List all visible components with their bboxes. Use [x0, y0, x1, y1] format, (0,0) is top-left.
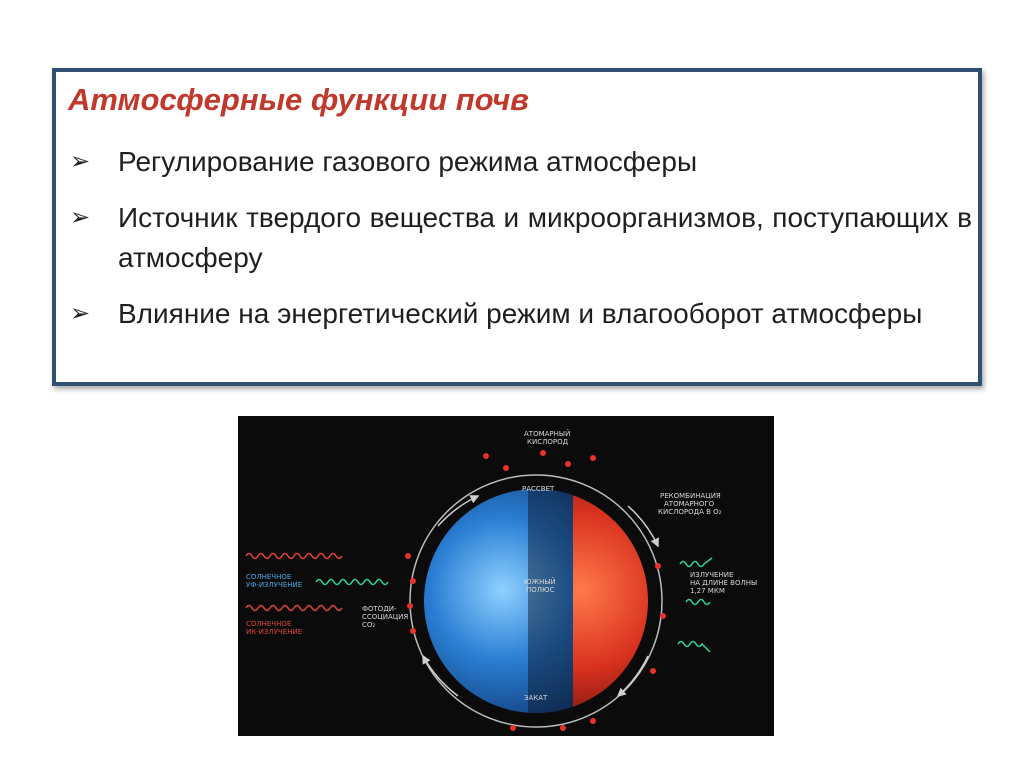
bullet-text: Регулирование газового режима атмосферы	[118, 146, 698, 177]
arrow-bullet-icon: ➢	[70, 300, 91, 327]
bullet-text: Источник твердого вещества и микроорганизмов, поступающих в атмосферу	[118, 202, 972, 273]
emission-wave	[678, 642, 710, 653]
label-solar-ir: ИК-ИЗЛУЧЕНИЕ	[246, 628, 303, 636]
label-solar-ir: СОЛНЕЧНОЕ	[246, 620, 292, 628]
label-sunset: ЗАКАТ	[524, 694, 548, 702]
venus-atmosphere-diagram	[238, 416, 774, 736]
bullet-item	[68, 198, 972, 278]
arrow-bullet-icon: ➢	[70, 148, 91, 175]
content-box	[52, 68, 982, 386]
label-photodissociation: CO₂	[362, 621, 376, 629]
orbit-arrow-icon	[628, 506, 658, 546]
label-atomic-oxygen: АТОМАРНЫЙ	[524, 430, 571, 438]
label-recombination: РЕКОМБИНАЦИЯ	[660, 492, 721, 500]
uv-wave	[316, 580, 388, 585]
planet	[424, 489, 648, 713]
label-recombination: АТОМАРНОГО	[664, 500, 715, 508]
diagram-svg	[238, 416, 774, 736]
label-south-pole: ЮЖНЫЙ	[524, 578, 556, 586]
label-dawn: РАССВЕТ	[522, 485, 555, 493]
label-photodissociation: ССОЦИАЦИЯ	[362, 613, 409, 621]
label-emission: 1,27 МКМ	[690, 587, 725, 595]
label-recombination: КИСЛОРОДА В O₂	[658, 508, 722, 516]
bullet-text: Влияние на энергетический режим и влагооборот атмосферы	[118, 298, 923, 329]
bullet-item	[68, 294, 972, 334]
bullet-list	[68, 142, 972, 350]
arrow-bullet-icon: ➢	[70, 204, 91, 231]
emission-wave	[680, 558, 712, 567]
label-atomic-oxygen: КИСЛОРОД	[527, 438, 569, 446]
ir-wave	[246, 606, 342, 611]
label-solar-uv: УФ-ИЗЛУЧЕНИЕ	[246, 581, 303, 589]
ir-wave-top	[246, 554, 342, 559]
slide-title: Атмосферные функции почв	[68, 82, 529, 117]
label-emission: НА ДЛИНЕ ВОЛНЫ	[690, 579, 758, 587]
label-emission: ИЗЛУЧЕНИЕ	[690, 571, 734, 579]
label-south-pole: ПОЛЮС	[526, 586, 555, 594]
label-solar-uv: СОЛНЕЧНОЕ	[246, 573, 292, 581]
emission-wave	[686, 600, 710, 605]
bullet-item	[68, 142, 972, 182]
label-photodissociation: ФОТОДИ-	[362, 605, 397, 613]
